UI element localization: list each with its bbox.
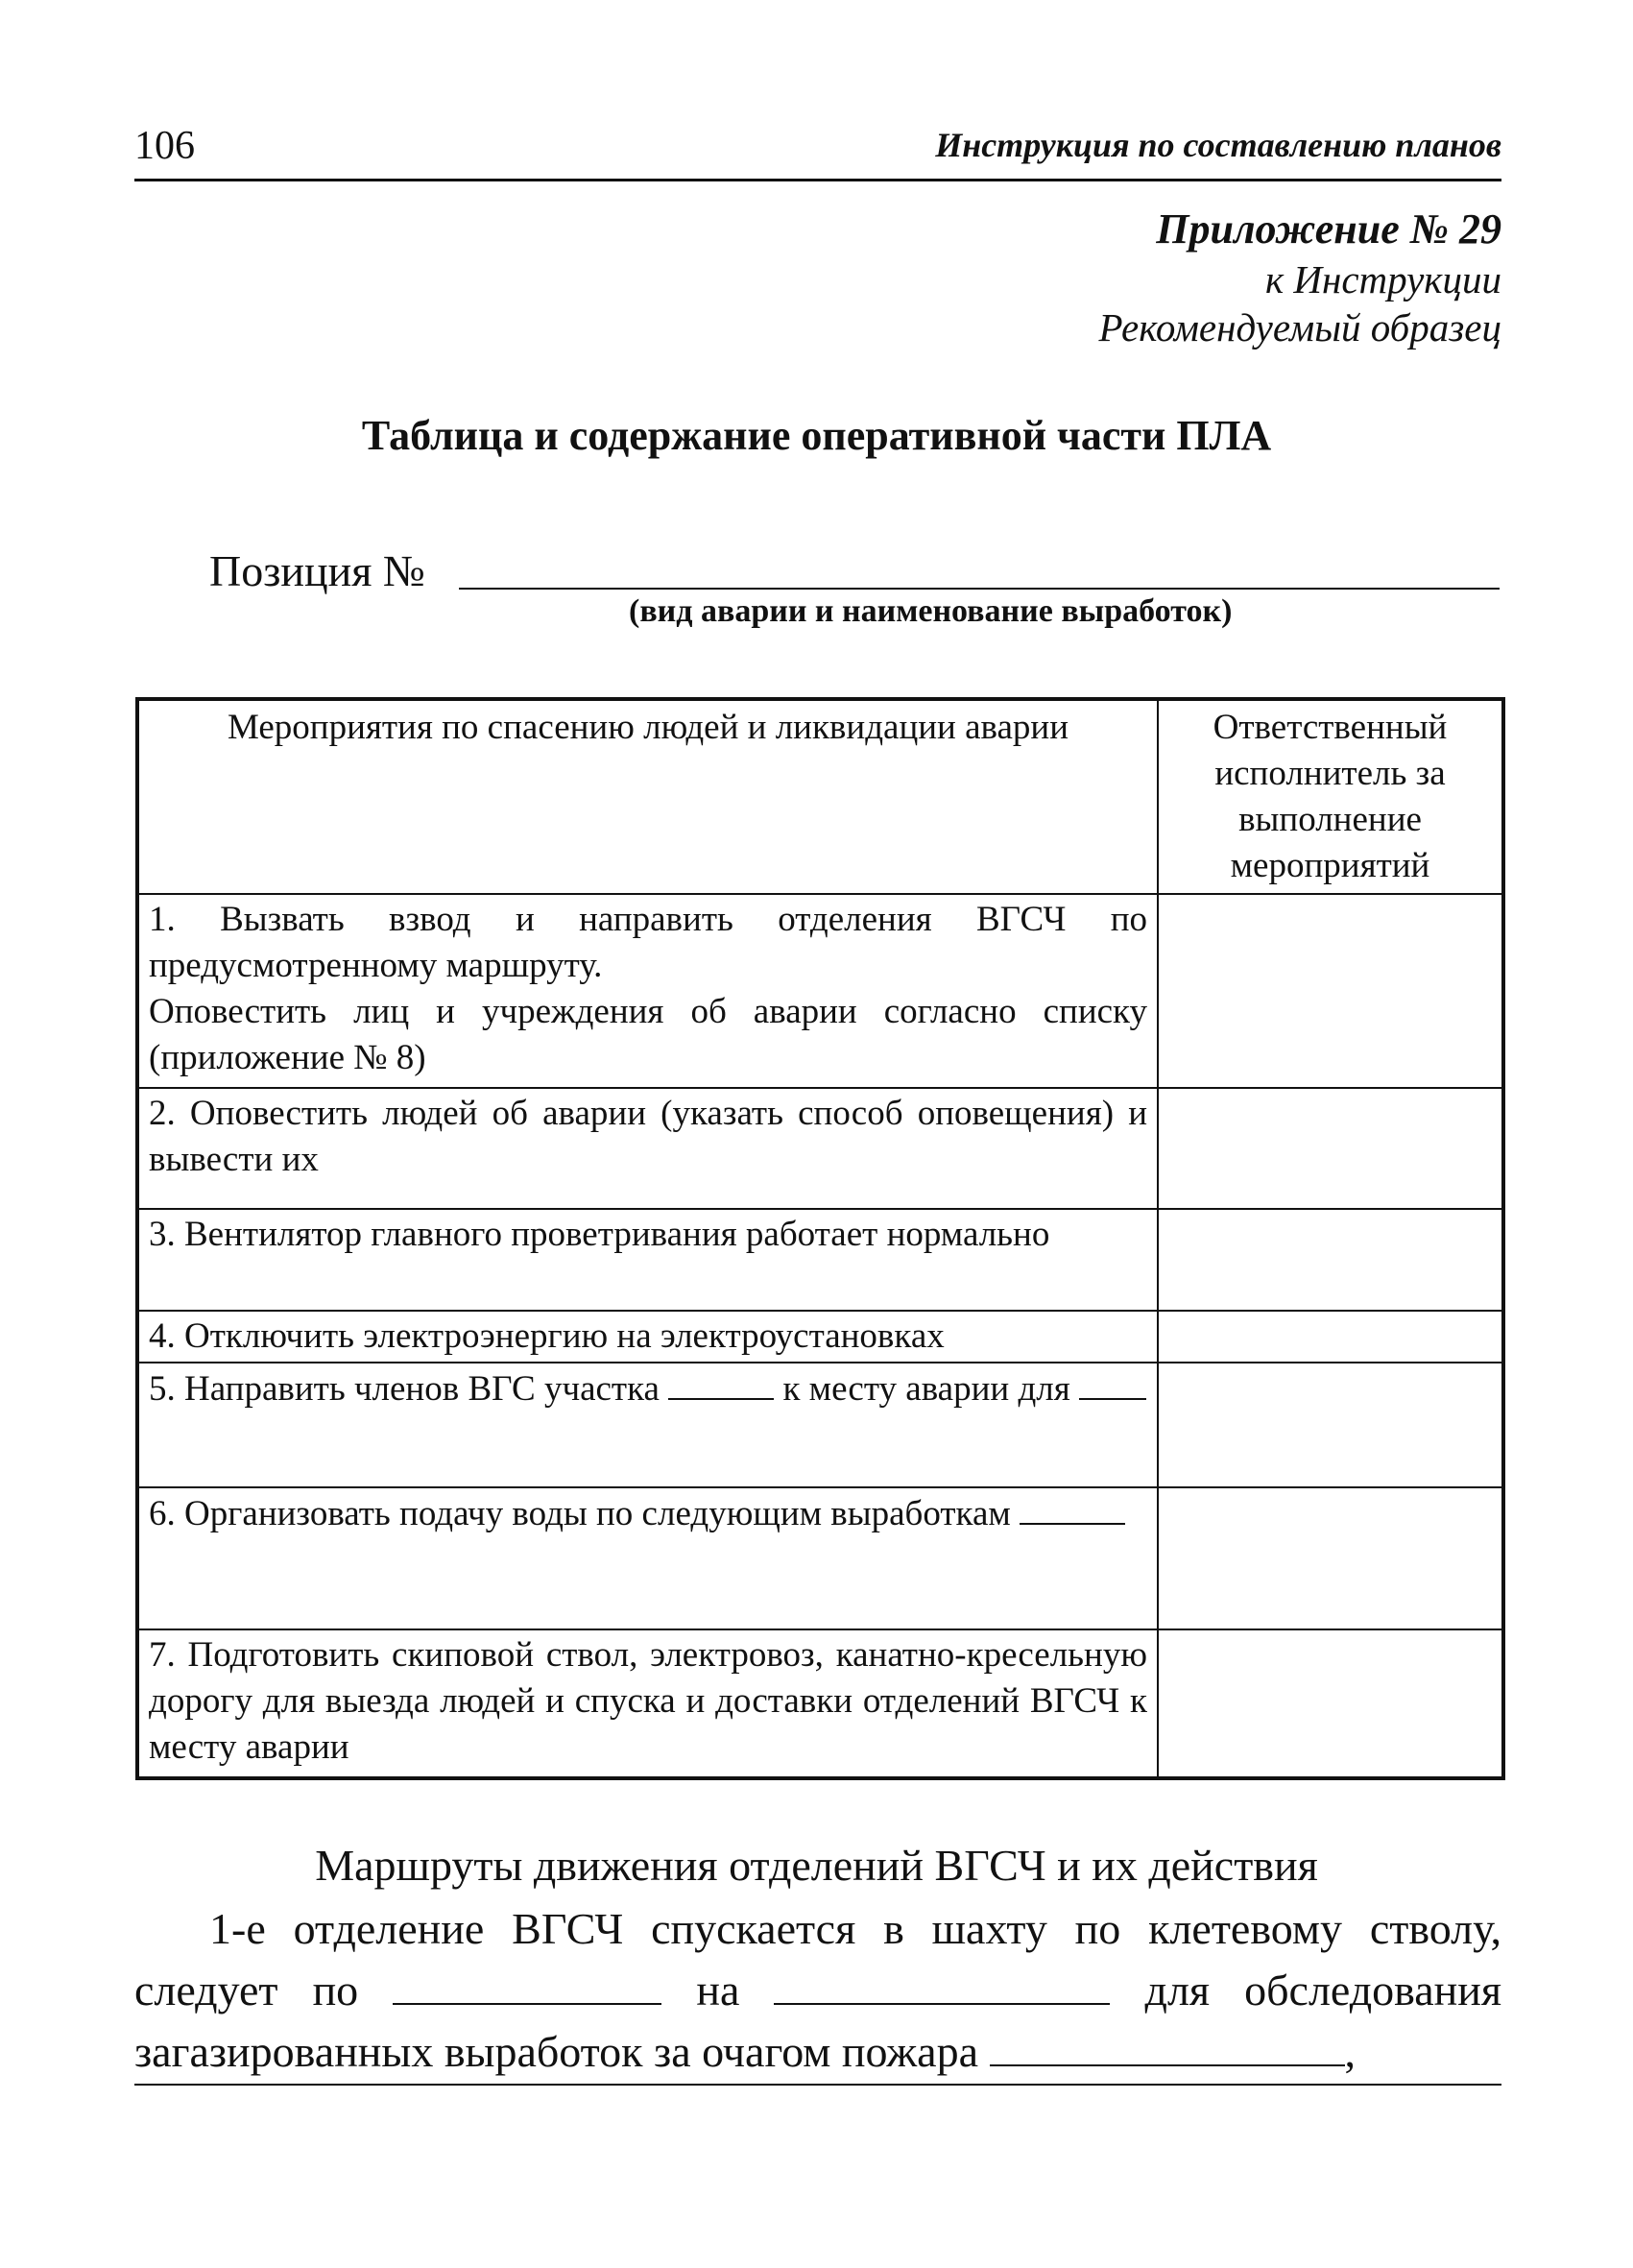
- table-row: [137, 1311, 1503, 1363]
- measure-cell: 2. Оповестить людей об аварии (указать способ оповещения) и вывести их: [137, 1088, 1158, 1209]
- measure-cell: 1. Вызвать взвод и направить отделения ВГСЧ по предусмотренному маршруту. Оповестить лиц и учреждения об аварии согласно списку (приложение № 8): [137, 894, 1158, 1088]
- running-header: [134, 123, 1501, 181]
- position-caption: (вид аварии и наименование выработок): [629, 593, 1233, 629]
- responsible-cell: [1158, 894, 1503, 1088]
- table-row: [137, 894, 1503, 1088]
- page-number: 106: [134, 124, 195, 168]
- routes-text-3: для обследования загазированных выработок за очагом пожара: [134, 1966, 1502, 2076]
- responsible-cell: [1158, 1088, 1503, 1209]
- fill-in-blank: [1079, 1365, 1146, 1400]
- header-measures: Мероприятия по спасению людей и ликвидации аварии: [137, 699, 1158, 894]
- responsible-cell: [1158, 1209, 1503, 1311]
- responsible-cell: [1158, 1311, 1503, 1363]
- document-title: Таблица и содержание оперативной части ПЛА: [361, 412, 1272, 459]
- measure-cell: [137, 1363, 1158, 1487]
- table-row: [137, 1363, 1503, 1487]
- appendix-reference: к Инструкции: [1264, 256, 1501, 302]
- routes-text-4: ,: [1344, 2027, 1357, 2076]
- bottom-blank-line: [134, 2084, 1501, 2086]
- measure-cell: 7. Подготовить скиповой ствол, электровоз, канатно-кресельную дорогу для выезда людей и спуска и доставки отделений ВГСЧ к месту аварии: [137, 1629, 1158, 1778]
- fill-in-blank: [774, 1970, 1110, 2005]
- table-row: [137, 1629, 1503, 1778]
- responsible-cell: [1158, 1487, 1503, 1629]
- measure-cell: [137, 1487, 1158, 1629]
- routes-title: Маршруты движения отделений ВГСЧ и их действия: [315, 1841, 1318, 1890]
- responsible-cell: [1158, 1629, 1503, 1778]
- measure-text-b: к месту аварии для: [782, 1369, 1070, 1409]
- operational-plan-table: [135, 697, 1505, 1780]
- measure-text-a: 5. Направить членов ВГС участка: [149, 1369, 660, 1409]
- position-label: Позиция №: [209, 546, 425, 595]
- measure-text: 6. Организовать подачу воды по следующим выработкам: [149, 1494, 1011, 1533]
- measure-cell: 4. Отключить электроэнергию на электроустановках: [137, 1311, 1158, 1363]
- fill-in-blank: [668, 1365, 774, 1400]
- responsible-cell: [1158, 1363, 1503, 1487]
- fill-in-blank: [1020, 1490, 1125, 1525]
- fill-in-blank: [393, 1970, 661, 2005]
- measure-cell: 3. Вентилятор главного проветривания работает нормально: [137, 1209, 1158, 1311]
- running-title: Инструкция по составлению планов: [935, 126, 1501, 164]
- table-header-row: [137, 699, 1503, 894]
- routes-paragraph: [134, 1898, 1501, 2083]
- routes-text-1: 1-е отделение ВГСЧ спускается в шахту по клетевому стволу, следует по: [134, 1904, 1501, 2015]
- appendix-block: [1098, 204, 1501, 351]
- table-row: [137, 1088, 1503, 1209]
- appendix-note: Рекомендуемый образец: [1098, 304, 1501, 350]
- header-responsible: Ответственный исполнитель за выполнение мероприятий: [1158, 699, 1503, 894]
- fill-in-blank: [990, 2032, 1345, 2066]
- table-row: [137, 1487, 1503, 1629]
- position-blank-line: [459, 588, 1500, 590]
- routes-text-2: на: [696, 1966, 740, 2015]
- table-row: [137, 1209, 1503, 1311]
- appendix-title: Приложение № 29: [1156, 205, 1501, 253]
